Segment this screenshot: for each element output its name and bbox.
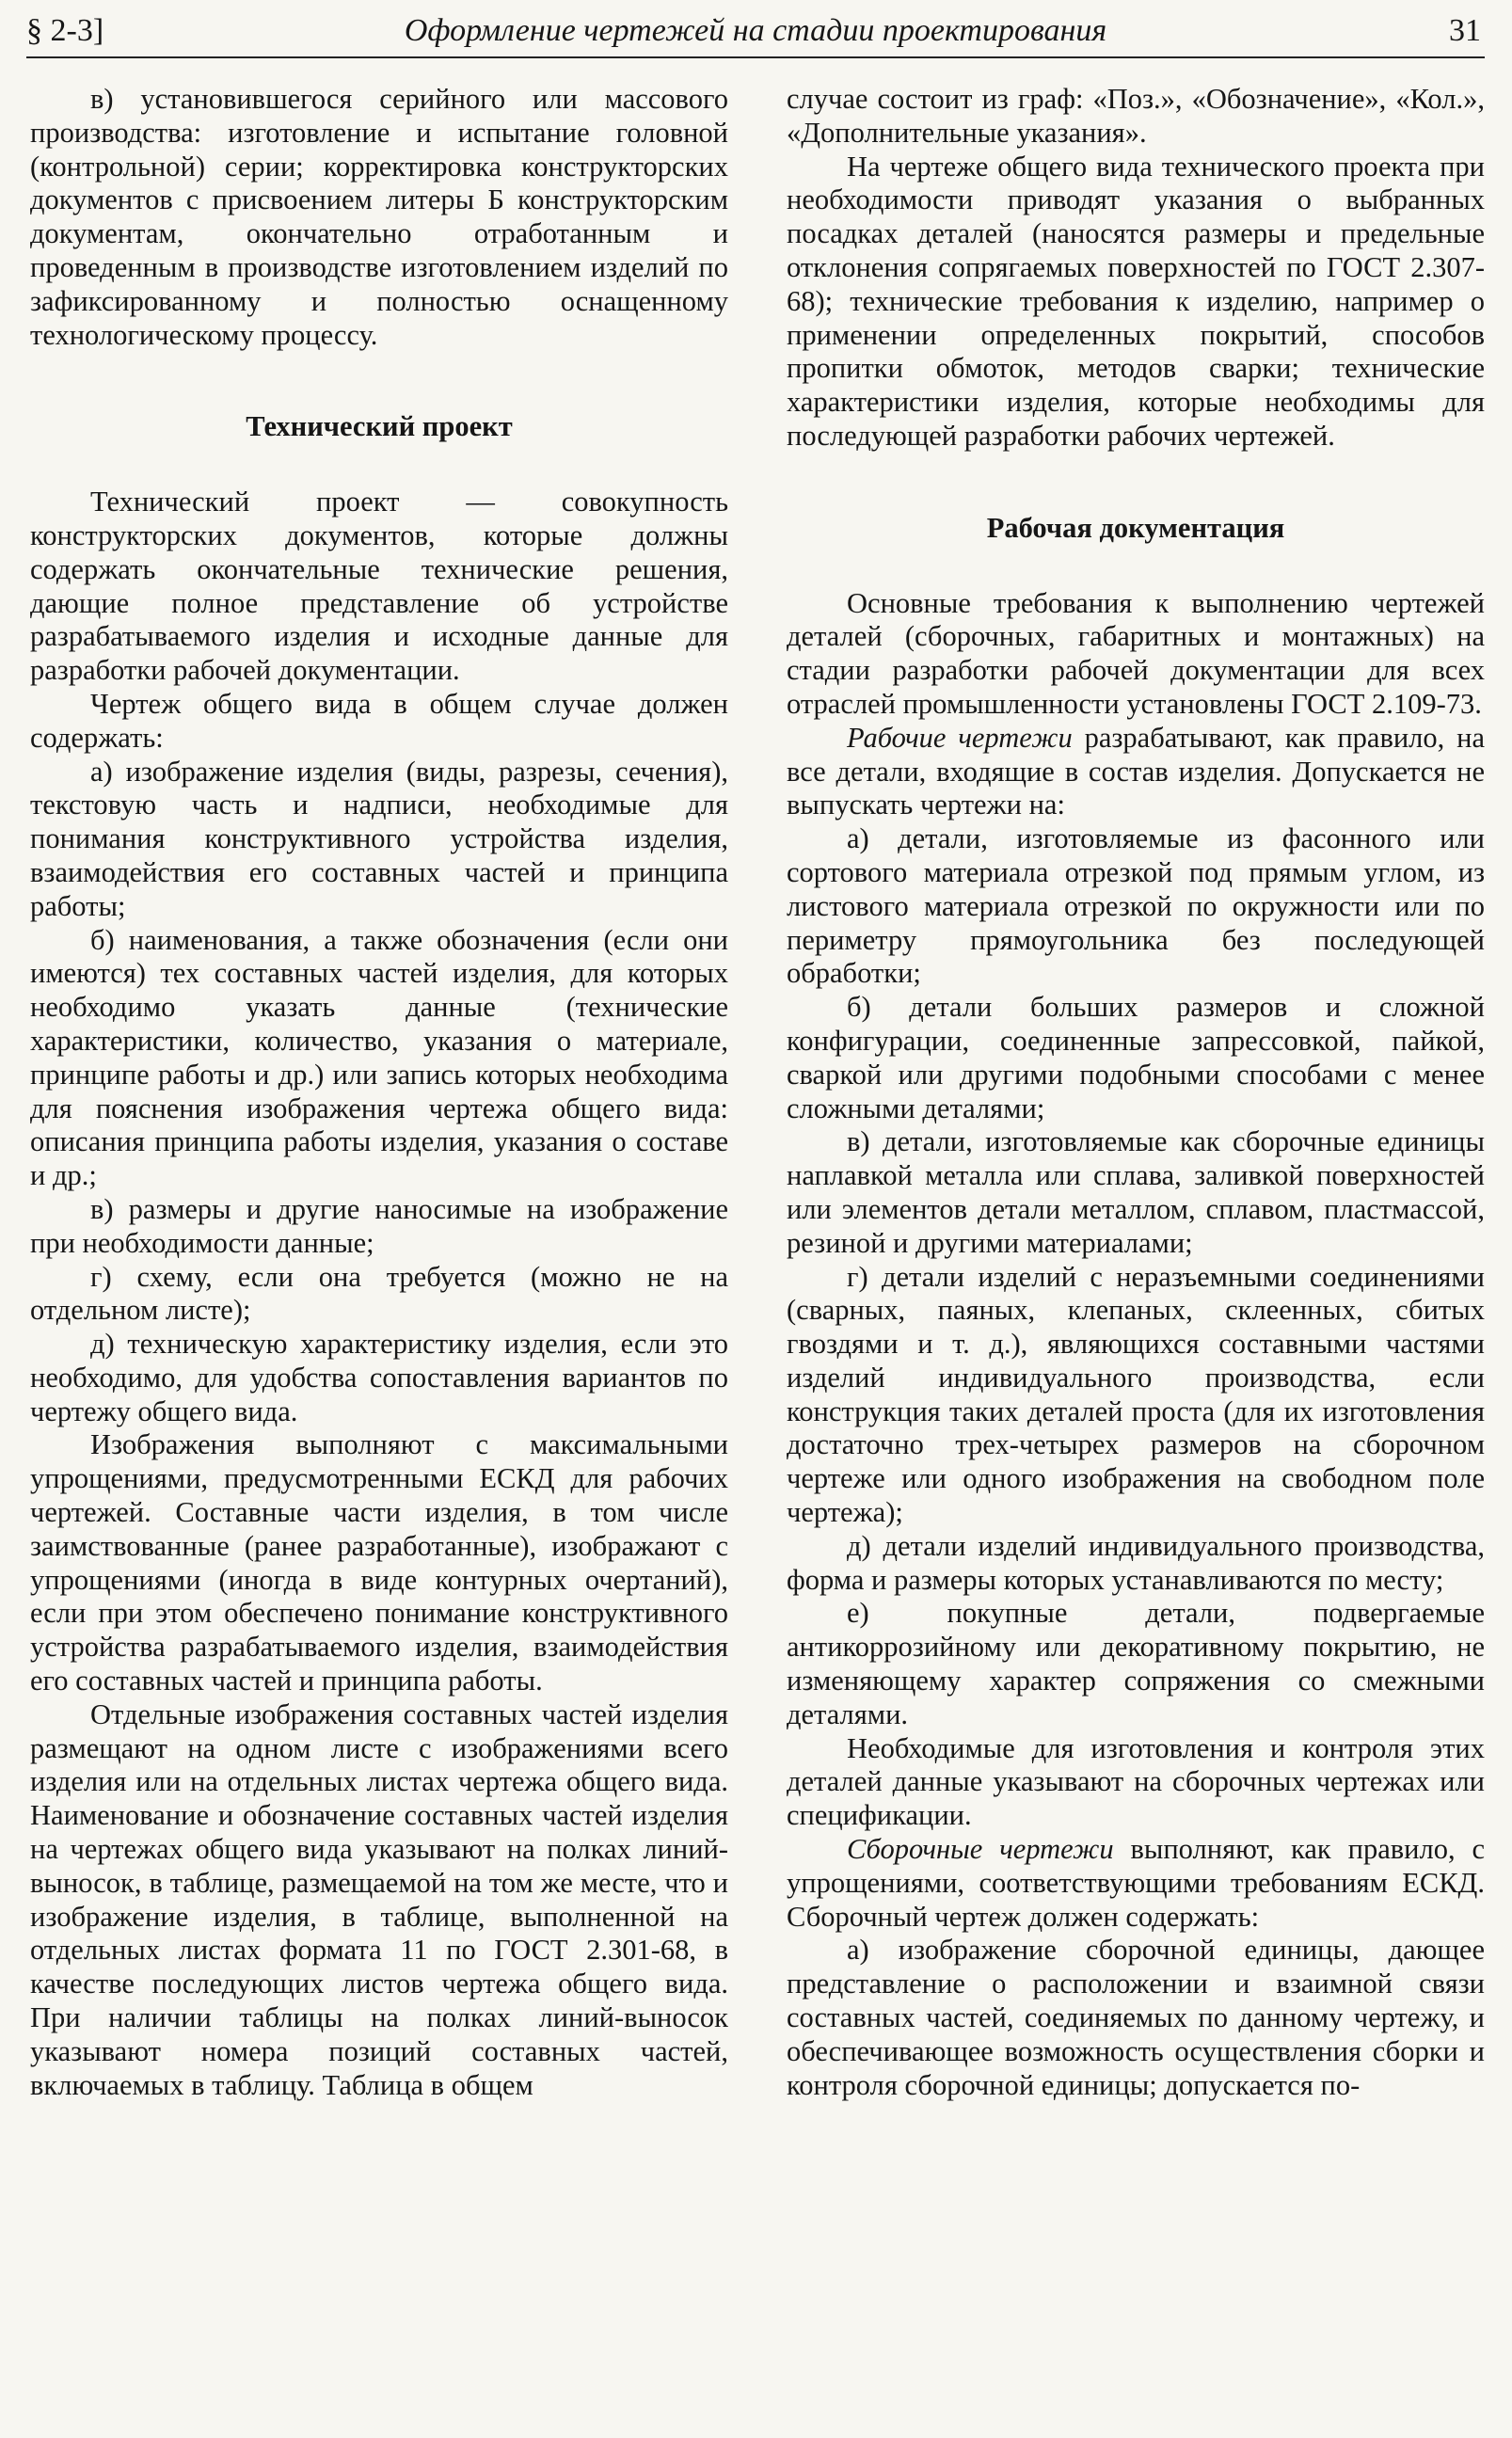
- list-item: б) детали больших размеров и сложной конфигурации, соединенные запрессовкой, пайкой, сваркой или другими подобными способами с менее сложными деталями;: [787, 991, 1485, 1124]
- emphasis-term: Рабочие чертежи: [847, 721, 1073, 754]
- left-column: [30, 83, 728, 2102]
- list-item: а) изображение сборочной единицы, дающее представление о расположении и взаимной связи составных частей, соединяемых по данному чертежу, и обеспечивающее возможность осуществления сборки и контроля сборочной единицы; допускается по-: [787, 1934, 1485, 2101]
- list-item: б) наименования, а также обозначения (если они имеются) тех составных частей изделия, для которых необходимо указать данные (технические характеристики, количество, указания о материале, принципе работы и др.) или запись которых необходима для пояснения изображения чертежа общего вида: описания принципа работы изделия, указания о составе и др.;: [30, 923, 728, 1192]
- paragraph: случае состоит из граф: «Поз.», «Обозначение», «Кол.», «Дополнительные указания».: [787, 83, 1485, 149]
- paragraph: [787, 722, 1485, 822]
- list-item: д) техническую характеристику изделия, если это необходимо, для удобства сопоставления вариантов по чертежу общего вида.: [30, 1328, 728, 1427]
- section-heading-working-documentation: Рабочая документация: [986, 511, 1285, 544]
- paragraph: На чертеже общего вида технического проекта при необходимости приводят указания о выбранных посадках деталей (наносятся размеры и предельные отклонения сопрягаемых поверхностей по ГОСТ 2.307-68); технические требования к изделию, например о применении определенных покрытий, способов пропитки обмоток, методов сварки; технические характеристики изделия, которые необходимы для последующей разработки рабочих чертежей.: [787, 150, 1485, 452]
- paragraph: [787, 1833, 1485, 1934]
- section-heading-technical-project: Технический проект: [246, 410, 513, 443]
- paragraph: Отдельные изображения составных частей изделия размещают на одном листе с изображениями всего изделия или на отдельных листах чертежа общего вида. Наименование и обозначение составных частей изделия на чертежах общего вида указывают на полках линий-выносок, в таблице, размещаемой на том же месте, что и изображение изделия, в таблице, выполненной на отдельных листах формата 11 по ГОСТ 2.301-68, в качестве последующих листов чертежа общего вида. При наличии таблицы на полках линий-выносок указывают номера позиций составных частей, включаемых в таблицу. Таблица в общем: [30, 1697, 728, 2101]
- running-title: Оформление чертежей на стадии проектирования: [404, 13, 1107, 48]
- paragraph-text: разрабатывают, как правило, на все детали, входящие в состав изделия. Допускается не выпускать чертежи на:: [787, 721, 1485, 821]
- list-item: а) изображение изделия (виды, разрезы, сечения), текстовую часть и надписи, необходимые для понимания конструктивного устройства изделия, взаимодействия его составных частей и принципа работы;: [30, 755, 728, 922]
- list-item: г) детали изделий с неразъемными соединениями (сварных, паяных, клепаных, склеенных, сбитых гвоздями и т. д.), являющихся составными частями изделий индивидуального производства, если конструкция таких деталей проста (для их изготовления достаточно трех-четырех размеров на сборочном чертеже или одного изображения на свободном поле чертежа);: [787, 1260, 1485, 1529]
- list-item: а) детали, изготовляемые из фасонного или сортового материала отрезкой под прямым углом, из листового материала отрезкой по окружности или по периметру прямоугольника без последующей обработки;: [787, 822, 1485, 990]
- list-item: е) покупные детали, подвергаемые антикоррозийному или декоративному покрытию, не изменяющему характер сопряжения со смежными деталями.: [787, 1597, 1485, 1730]
- paragraph: Технический проект — совокупность конструкторских документов, которые должны содержать окончательные технические решения, дающие полное представление об устройстве разрабатываемого изделия и исходные данные для разработки рабочей документации.: [30, 486, 728, 687]
- list-item: д) детали изделий индивидуального производства, форма и размеры которых устанавливаются по месту;: [787, 1529, 1485, 1596]
- paragraph-text: выполняют, как правило, с упрощениями, соответствующими требованиям ЕСКД. Сборочный чертеж должен содержать:: [787, 1833, 1485, 1933]
- list-item: в) размеры и другие наносимые на изображение при необходимости данные;: [30, 1192, 728, 1259]
- list-item: в) детали, изготовляемые как сборочные единицы наплавкой металла или сплава, заливкой поверхностей или элементов детали металлом, сплавом, пластмассой, резиной и другими материалами;: [787, 1125, 1485, 1259]
- paragraph: в) установившегося серийного или массового производства: изготовление и испытание головной (контрольной) серии; корректировка конструкторских документов с присвоением литеры Б конструкторским документам, окончательно отработанным и проведенным в производстве изготовлением изделий по зафиксированному и полностью оснащенному технологическому процессу.: [30, 83, 728, 351]
- paragraph: Необходимые для изготовления и контроля этих деталей данные указывают на сборочных чертежах или спецификации.: [787, 1731, 1485, 1832]
- paragraph: Чертеж общего вида в общем случае должен содержать:: [30, 687, 728, 754]
- page-number: 31: [1449, 13, 1481, 48]
- paragraph: Основные требования к выполнению чертежей деталей (сборочных, габаритных и монтажных) на стадии разработки рабочей документации для всех отраслей промышленности установлены ГОСТ 2.109-73.: [787, 586, 1485, 720]
- right-column: [787, 83, 1485, 2102]
- list-item: г) схему, если она требуется (можно не на отдельном листе);: [30, 1260, 728, 1327]
- section-number: § 2-3]: [26, 13, 104, 48]
- emphasis-term: Сборочные чертежи: [847, 1833, 1114, 1866]
- page-header: [26, 6, 1485, 58]
- paragraph: Изображения выполняют с максимальными упрощениями, предусмотренными ЕСКД для рабочих чертежей. Составные части изделия, в том числе заимствованные (ранее разработанные), изображают с упрощениями (иногда в виде контурных очертаний), если при этом обеспечено понимание конструктивного устройства разрабатываемого изделия, взаимодействия его составных частей и принципа работы.: [30, 1428, 728, 1697]
